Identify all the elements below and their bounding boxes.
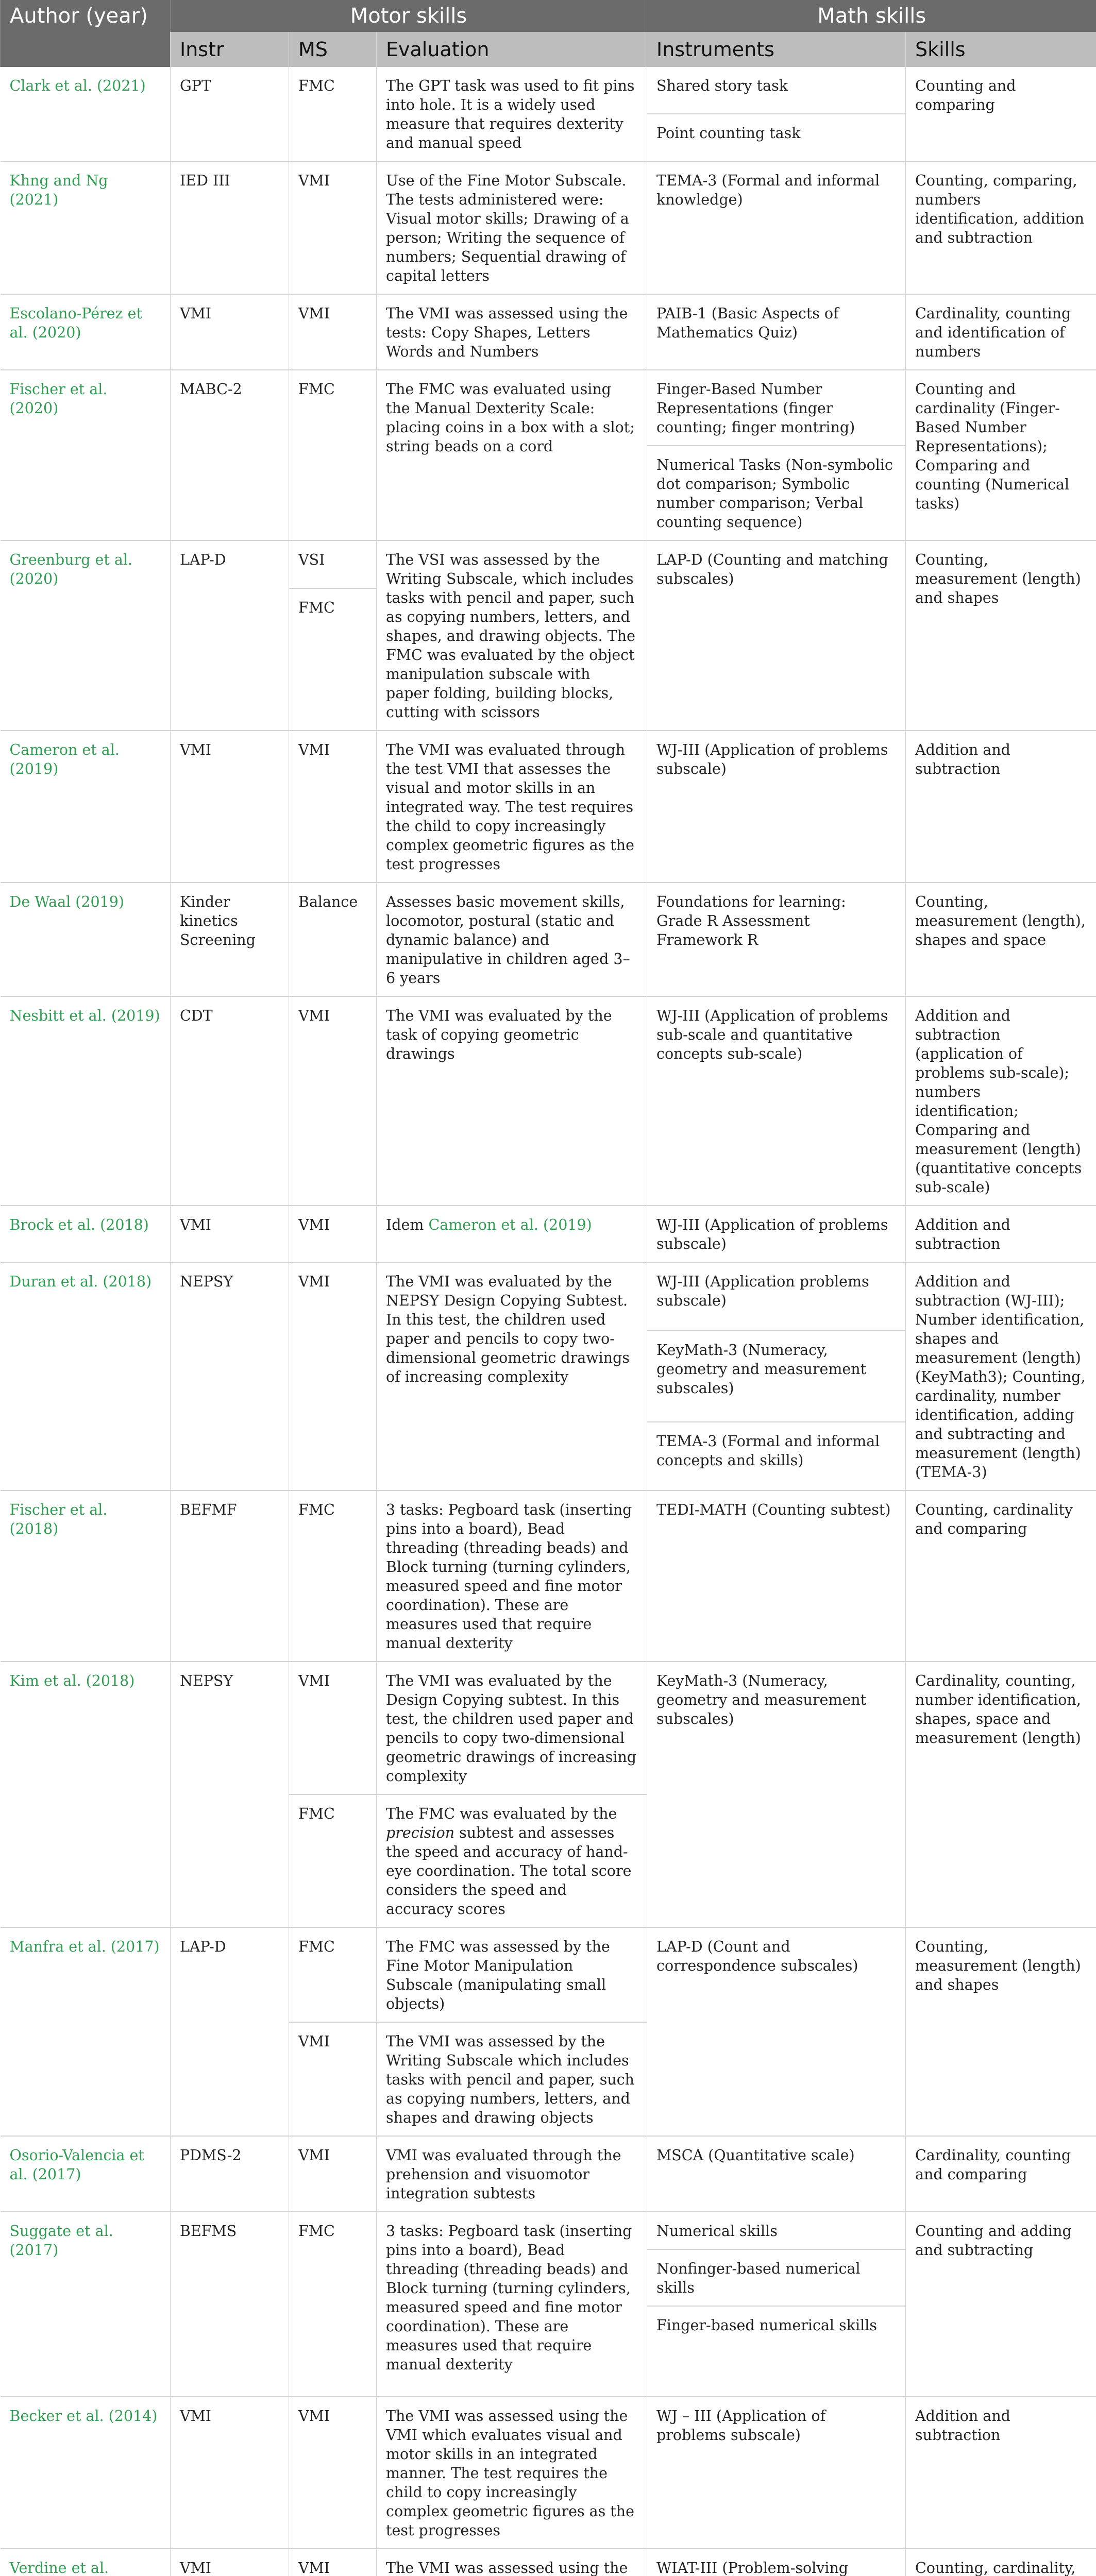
ms-cell: VMI <box>289 2397 377 2549</box>
ms-cell: FMC <box>289 588 377 731</box>
instrument-cell: KeyMath-3 (Numeracy, geometry and measurement subscales) <box>647 1662 906 1927</box>
table-row <box>1 883 1096 996</box>
author-link[interactable]: Cameron et al. (2019) <box>1 731 171 883</box>
instrument-cell: WJ-III (Application of problems subscale) <box>647 731 906 883</box>
evaluation-prefix: Idem <box>386 1216 429 1233</box>
skills-cell: Addition and subtraction (application of problems sub-scale); numbers identification; Comparing and measurement (length) (quantitative concepts sub-scale) <box>906 996 1096 1206</box>
table-row <box>1 161 1096 294</box>
instr-cell: CDT <box>171 996 289 1206</box>
skills-cell: Counting, cardinality and comparing <box>906 1490 1096 1662</box>
table-row <box>1 2212 1096 2249</box>
ms-cell: VSI <box>289 540 377 588</box>
instrument-cell: WIAT-III (Problem-solving <box>647 2549 906 2576</box>
evaluation-cell: The VMI was evaluated by the Design Copying subtest. In this test, the children used paper and pencils to copy two-dimensional geometric drawings of increasing complexity <box>377 1662 647 1794</box>
skills-cell: Addition and subtraction <box>906 1206 1096 1262</box>
table-row <box>1 996 1096 1206</box>
ms-cell: FMC <box>289 370 377 540</box>
instrument-cell: Foundations for learning: Grade R Assessment Framework R <box>647 883 906 996</box>
evaluation-text: The FMC was evaluated by the <box>386 1805 617 1822</box>
instrument-cell: LAP-D (Counting and matching subscales) <box>647 540 906 731</box>
table-row <box>1 1927 1096 2022</box>
ms-cell: FMC <box>289 1794 377 1927</box>
ms-cell: VMI <box>289 294 377 370</box>
author-link[interactable]: Fischer et al. (2018) <box>1 1490 171 1662</box>
instrument-cell: Nonfinger-based numerical skills <box>647 2249 906 2306</box>
instrument-cell: WJ-III (Application problems subscale) <box>647 1262 906 1331</box>
instrument-cell: Numerical skills <box>647 2212 906 2249</box>
evaluation-cell: The VMI was evaluated by the task of copying geometric drawings <box>377 996 647 1206</box>
author-link[interactable]: Brock et al. (2018) <box>1 1206 171 1262</box>
header-ms: MS <box>289 32 377 67</box>
evaluation-cell <box>377 1794 647 1927</box>
author-link[interactable]: Osorio-Valencia et al. (2017) <box>1 2136 171 2212</box>
skills-cell: Counting, measurement (length) and shapes <box>906 540 1096 731</box>
evaluation-cell: The VSI was assessed by the Writing Subscale, which includes tasks with pencil and paper, such as copying numbers, letters, and shapes, and drawing objects. The FMC was evaluated by the object manipulation subscale with paper folding, building blocks, cutting with scissors <box>377 540 647 731</box>
instrument-cell: WJ – III (Application of problems subscale) <box>647 2397 906 2549</box>
instrument-cell: PAIB-1 (Basic Aspects of Mathematics Quiz) <box>647 294 906 370</box>
instrument-cell: Shared story task <box>647 67 906 114</box>
instr-cell: NEPSY <box>171 1662 289 1927</box>
instr-cell: MABC-2 <box>171 370 289 540</box>
instr-cell: VMI <box>171 731 289 883</box>
ms-cell: FMC <box>289 67 377 161</box>
instrument-cell: WJ-III (Application of problems sub-scale and quantitative concepts sub-scale) <box>647 996 906 1206</box>
table-row <box>1 370 1096 446</box>
instrument-cell: LAP-D (Count and correspondence subscales) <box>647 1927 906 2136</box>
skills-cell: Counting, measurement (length) and shapes <box>906 1927 1096 2136</box>
skills-cell: Counting, measurement (length), shapes and space <box>906 883 1096 996</box>
reference-link[interactable]: Cameron et al. (2019) <box>428 1216 592 1233</box>
header-motor-skills: Motor skills <box>171 0 647 32</box>
header-instruments: Instruments <box>647 32 906 67</box>
author-link[interactable]: Escolano-Pérez et al. (2020) <box>1 294 171 370</box>
ms-cell: VMI <box>289 1206 377 1262</box>
instr-cell: VMI <box>171 2549 289 2576</box>
author-link[interactable]: Fischer et al. (2020) <box>1 370 171 540</box>
author-link[interactable]: Becker et al. (2014) <box>1 2397 171 2549</box>
header-math-skills: Math skills <box>647 0 1096 32</box>
author-link[interactable]: Nesbitt et al. (2019) <box>1 996 171 1206</box>
evaluation-text: subtest and assesses the speed and accuracy of hand-eye coordination. The total score considers the speed and accuracy scores <box>386 1824 632 1918</box>
table-row <box>1 2397 1096 2549</box>
author-link[interactable]: Verdine et al. <box>1 2549 171 2576</box>
ms-cell: FMC <box>289 2212 377 2397</box>
instr-cell: VMI <box>171 2397 289 2549</box>
skills-cell: Counting, comparing, numbers identification, addition and subtraction <box>906 161 1096 294</box>
evaluation-cell: The GPT task was used to fit pins into hole. It is a widely used measure that requires dexterity and manual speed <box>377 67 647 161</box>
instrument-cell: KeyMath-3 (Numeracy, geometry and measurement subscales) <box>647 1331 906 1422</box>
table-row <box>1 1206 1096 1262</box>
instrument-cell: Point counting task <box>647 114 906 161</box>
author-link[interactable]: Clark et al. (2021) <box>1 67 171 161</box>
table-row <box>1 1490 1096 1662</box>
instr-cell: VMI <box>171 294 289 370</box>
instr-cell: VMI <box>171 1206 289 1262</box>
evaluation-cell: 3 tasks: Pegboard task (inserting pins into a board), Bead threading (threading beads) and Block turning (turning cylinders, measured speed and fine motor coordination). These are measures used that require manual dexterity <box>377 2212 647 2397</box>
table-row <box>1 1662 1096 1794</box>
evaluation-cell: The VMI was assessed using the <box>377 2549 647 2576</box>
instr-cell: Kinder kinetics Screening <box>171 883 289 996</box>
instrument-cell: TEMA-3 (Formal and informal knowledge) <box>647 161 906 294</box>
instr-cell: PDMS-2 <box>171 2136 289 2212</box>
ms-cell: FMC <box>289 1490 377 1662</box>
instrument-cell: TEMA-3 (Formal and informal concepts and skills) <box>647 1422 906 1490</box>
table-row <box>1 67 1096 114</box>
skills-cell: Addition and subtraction (WJ-III); Number identification, shapes and measurement (length) (KeyMath3); Counting, cardinality, number identification, adding and subtracting and measurement (length) (TEMA-3) <box>906 1262 1096 1490</box>
evaluation-cell: The FMC was assessed by the Fine Motor Manipulation Subscale (manipulating small objects) <box>377 1927 647 2022</box>
evaluation-cell <box>377 1206 647 1262</box>
instrument-cell: Numerical Tasks (Non-symbolic dot comparison; Symbolic number comparison; Verbal counting sequence) <box>647 446 906 540</box>
ms-cell: VMI <box>289 2549 377 2576</box>
instr-cell: NEPSY <box>171 1262 289 1490</box>
ms-cell: VMI <box>289 2136 377 2212</box>
instr-cell: GPT <box>171 67 289 161</box>
skills-cell: Counting and comparing <box>906 67 1096 161</box>
ms-cell: FMC <box>289 1927 377 2022</box>
author-link[interactable]: Kim et al. (2018) <box>1 1662 171 1927</box>
ms-cell: VMI <box>289 1262 377 1490</box>
table-row <box>1 1262 1096 1331</box>
evaluation-cell: The VMI was assessed using the VMI which evaluates visual and motor skills in an integrated manner. The test requires the child to copy increasingly complex geometric figures as the test progresses <box>377 2397 647 2549</box>
author-link[interactable]: Manfra et al. (2017) <box>1 1927 171 2136</box>
table-row <box>1 540 1096 588</box>
author-link[interactable]: Khng and Ng (2021) <box>1 161 171 294</box>
instr-cell: LAP-D <box>171 1927 289 2136</box>
ms-cell: VMI <box>289 996 377 1206</box>
skills-cell: Cardinality, counting and comparing <box>906 2136 1096 2212</box>
ms-cell: Balance <box>289 883 377 996</box>
evaluation-cell: The VMI was assessed by the Writing Subscale which includes tasks with pencil and paper, such as copying numbers, letters, and shapes and drawing objects <box>377 2022 647 2136</box>
table-row <box>1 2549 1096 2576</box>
evaluation-cell: 3 tasks: Pegboard task (inserting pins into a board), Bead threading (threading beads) and Block turning (turning cylinders, measured speed and fine motor coordination). These are measures used that require manual dexterity <box>377 1490 647 1662</box>
instrument-cell: TEDI-MATH (Counting subtest) <box>647 1490 906 1662</box>
table-row <box>1 731 1096 883</box>
instr-cell: IED III <box>171 161 289 294</box>
evaluation-italic: precision <box>386 1824 455 1841</box>
ms-cell: VMI <box>289 1662 377 1794</box>
ms-cell: VMI <box>289 161 377 294</box>
instr-cell: BEFMF <box>171 1490 289 1662</box>
header-author: Author (year) <box>1 0 171 67</box>
header-evaluation: Evaluation <box>377 32 647 67</box>
evaluation-cell: The VMI was evaluated by the NEPSY Design Copying Subtest. In this test, the children used paper and pencils to copy two-dimensional geometric drawings of increasing complexity <box>377 1262 647 1490</box>
skills-cell: Counting, cardinality, <box>906 2549 1096 2576</box>
skills-cell: Addition and subtraction <box>906 2397 1096 2549</box>
evaluation-cell: Assesses basic movement skills, locomotor, postural (static and dynamic balance) and manipulative in children aged 3–6 years <box>377 883 647 996</box>
evaluation-cell: VMI was evaluated through the prehension and visuomotor integration subtests <box>377 2136 647 2212</box>
evaluation-cell: The VMI was assessed using the tests: Copy Shapes, Letters Words and Numbers <box>377 294 647 370</box>
author-link[interactable]: De Waal (2019) <box>1 883 171 996</box>
instr-cell: BEFMS <box>171 2212 289 2397</box>
ms-cell: VMI <box>289 2022 377 2136</box>
author-link[interactable]: Greenburg et al. (2020) <box>1 540 171 731</box>
skills-cell: Counting and adding and subtracting <box>906 2212 1096 2397</box>
instrument-cell: MSCA (Quantitative scale) <box>647 2136 906 2212</box>
table-row <box>1 294 1096 370</box>
skills-cell: Counting and cardinality (Finger-Based Number Representations); Comparing and counting (Numerical tasks) <box>906 370 1096 540</box>
instrument-cell: Finger-Based Number Representations (finger counting; finger montring) <box>647 370 906 446</box>
evaluation-cell: Use of the Fine Motor Subscale. The tests administered were: Visual motor skills; Drawing of a person; Writing the sequence of numbers; Sequential drawing of capital letters <box>377 161 647 294</box>
header-skills: Skills <box>906 32 1096 67</box>
ms-cell: VMI <box>289 731 377 883</box>
header-instr: Instr <box>171 32 289 67</box>
skills-cell: Cardinality, counting and identification of numbers <box>906 294 1096 370</box>
author-link[interactable]: Suggate et al. (2017) <box>1 2212 171 2397</box>
evaluation-cell: The FMC was evaluated using the Manual Dexterity Scale: placing coins in a box with a slot; string beads on a cord <box>377 370 647 540</box>
instrument-cell: Finger-based numerical skills <box>647 2306 906 2397</box>
evaluation-cell: The VMI was evaluated through the test VMI that assesses the visual and motor skills in an integrated way. The test requires the child to copy increasingly complex geometric figures as the test progresses <box>377 731 647 883</box>
instrument-cell: WJ-III (Application of problems subscale) <box>647 1206 906 1262</box>
author-link[interactable]: Duran et al. (2018) <box>1 1262 171 1490</box>
table-row <box>1 2136 1096 2212</box>
skills-cell: Addition and subtraction <box>906 731 1096 883</box>
instr-cell: LAP-D <box>171 540 289 731</box>
skills-cell: Cardinality, counting, number identification, shapes, space and measurement (length) <box>906 1662 1096 1927</box>
